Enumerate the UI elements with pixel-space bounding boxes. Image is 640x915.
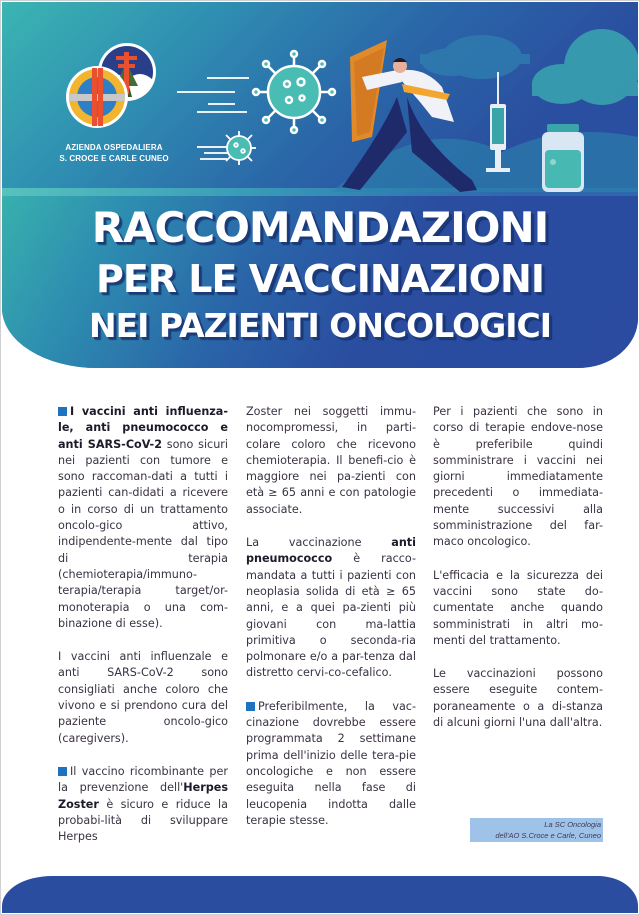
text-column-3	[433, 404, 603, 748]
organization-name	[54, 142, 174, 164]
paragraph-pneumococco	[246, 535, 416, 682]
vaccine-vial-icon	[542, 124, 584, 192]
text-column-1	[58, 404, 228, 862]
paragraph-timing	[246, 699, 416, 829]
bullet-square-icon	[58, 407, 67, 416]
organization-name-line1: AZIENDA OSPEDALIERA	[65, 143, 163, 152]
text-column-2	[246, 404, 416, 846]
paragraph-simultaneous	[433, 666, 603, 731]
cloud-shape	[532, 29, 638, 105]
paragraph-caregivers	[58, 649, 228, 747]
body-text: sono sicuri nei pazienti con tumore e sono raccoman-dati a tutti i pazienti can-didati a ricevere o in corso di un trattamento oncolo-gico attivo, indipendente-mente dal tipo di terapia (chemioterapia/immuno-terapia/terapia target/or-monoterapia o una com-binazione di esse).	[58, 437, 229, 630]
virus-icon	[253, 51, 335, 133]
signature-line2: dell'AO S.Croce e Carle, Cuneo	[495, 831, 601, 840]
bold-text: anti pneumococco	[246, 536, 416, 566]
cloud-shape	[420, 35, 530, 79]
body-text: I vaccini anti influenzale e anti SARS-CoV-2 sono consigliati anche coloro che vivono e si prendono cura del paziente oncolo-gico (caregivers).	[58, 650, 228, 745]
signature-line1: La SC Oncologia	[544, 820, 601, 829]
virus-icon	[226, 131, 256, 165]
page-title	[2, 202, 638, 348]
body-text: Le vaccinazioni possono essere eseguite contem-poraneamente o a di-stanza di alcuni giorni l'una dall'altra.	[433, 667, 603, 730]
body-text: Per i pazienti che sono in corso di terapie endove-nose è preferibile quindi somministrare i vaccini nei giorni immediatamente precedenti o immediata-mente successivi alla somministrazione del far-maco oncologico.	[433, 405, 603, 549]
paragraph-efficacy	[433, 568, 603, 649]
body-text: L'efficacia e la sicurezza dei vaccini sono state do-cumentate anche quando somministrati in altri mo-menti del trattamento.	[433, 568, 603, 647]
body-text: Il vaccino ricombinante per la prevenzione dell'	[58, 764, 228, 795]
bullet-square-icon	[58, 767, 67, 776]
body-text: è racco-mandata a tutti i pazienti con neoplasia solida di età ≥ 65 anni, e a quei pa-zienti più giovani con ma-lattia primitiva o seconda-ria polmonare e/o a par-tenza dal distretto cervi-co-cefalico.	[246, 552, 416, 680]
bold-text: I vaccini anti influenza-le, anti pneumococco e anti SARS-CoV-2	[58, 405, 228, 451]
bullet-square-icon	[246, 702, 255, 711]
bold-text: Herpes Zoster	[58, 781, 228, 811]
paragraph-zoster-continued	[246, 404, 416, 518]
header-banner	[2, 2, 638, 368]
paragraph-vaccines-safe	[58, 404, 228, 632]
body-text: Zoster nei soggetti immu-nocompromessi, in parti-colare coloro che ricevono chemioterapia. Il benefi-cio è maggiore nei pa-zienti con età ≥ 65 anni e con patologie associate.	[246, 405, 416, 516]
title-line1: RACCOMANDAZIONI	[91, 203, 549, 252]
title-line3: NEI PAZIENTI ONCOLOGICI	[89, 306, 551, 345]
title-line2: PER LE VACCINAZIONI	[95, 257, 544, 301]
body-text: è sicuro e riduce la probabi-lità di sviluppare Herpes	[58, 797, 228, 844]
signature	[470, 818, 603, 842]
body-text: La vaccinazione	[246, 536, 392, 550]
footer-band	[2, 876, 638, 913]
paragraph-herpes-zoster	[58, 764, 228, 845]
hospital-logo	[66, 43, 156, 128]
organization-name-line2: S. CROCE E CARLE CUNEO	[59, 154, 169, 163]
paragraph-iv-therapy	[433, 404, 603, 551]
body-text: Preferibilmente, la vac-cinazione dovrebbe essere programmata 2 settimane prima dell'inizio delle tera-pie oncologiche e non essere eseguita nella fase di leucopenia indotta dalle terapie stesse.	[246, 699, 416, 827]
